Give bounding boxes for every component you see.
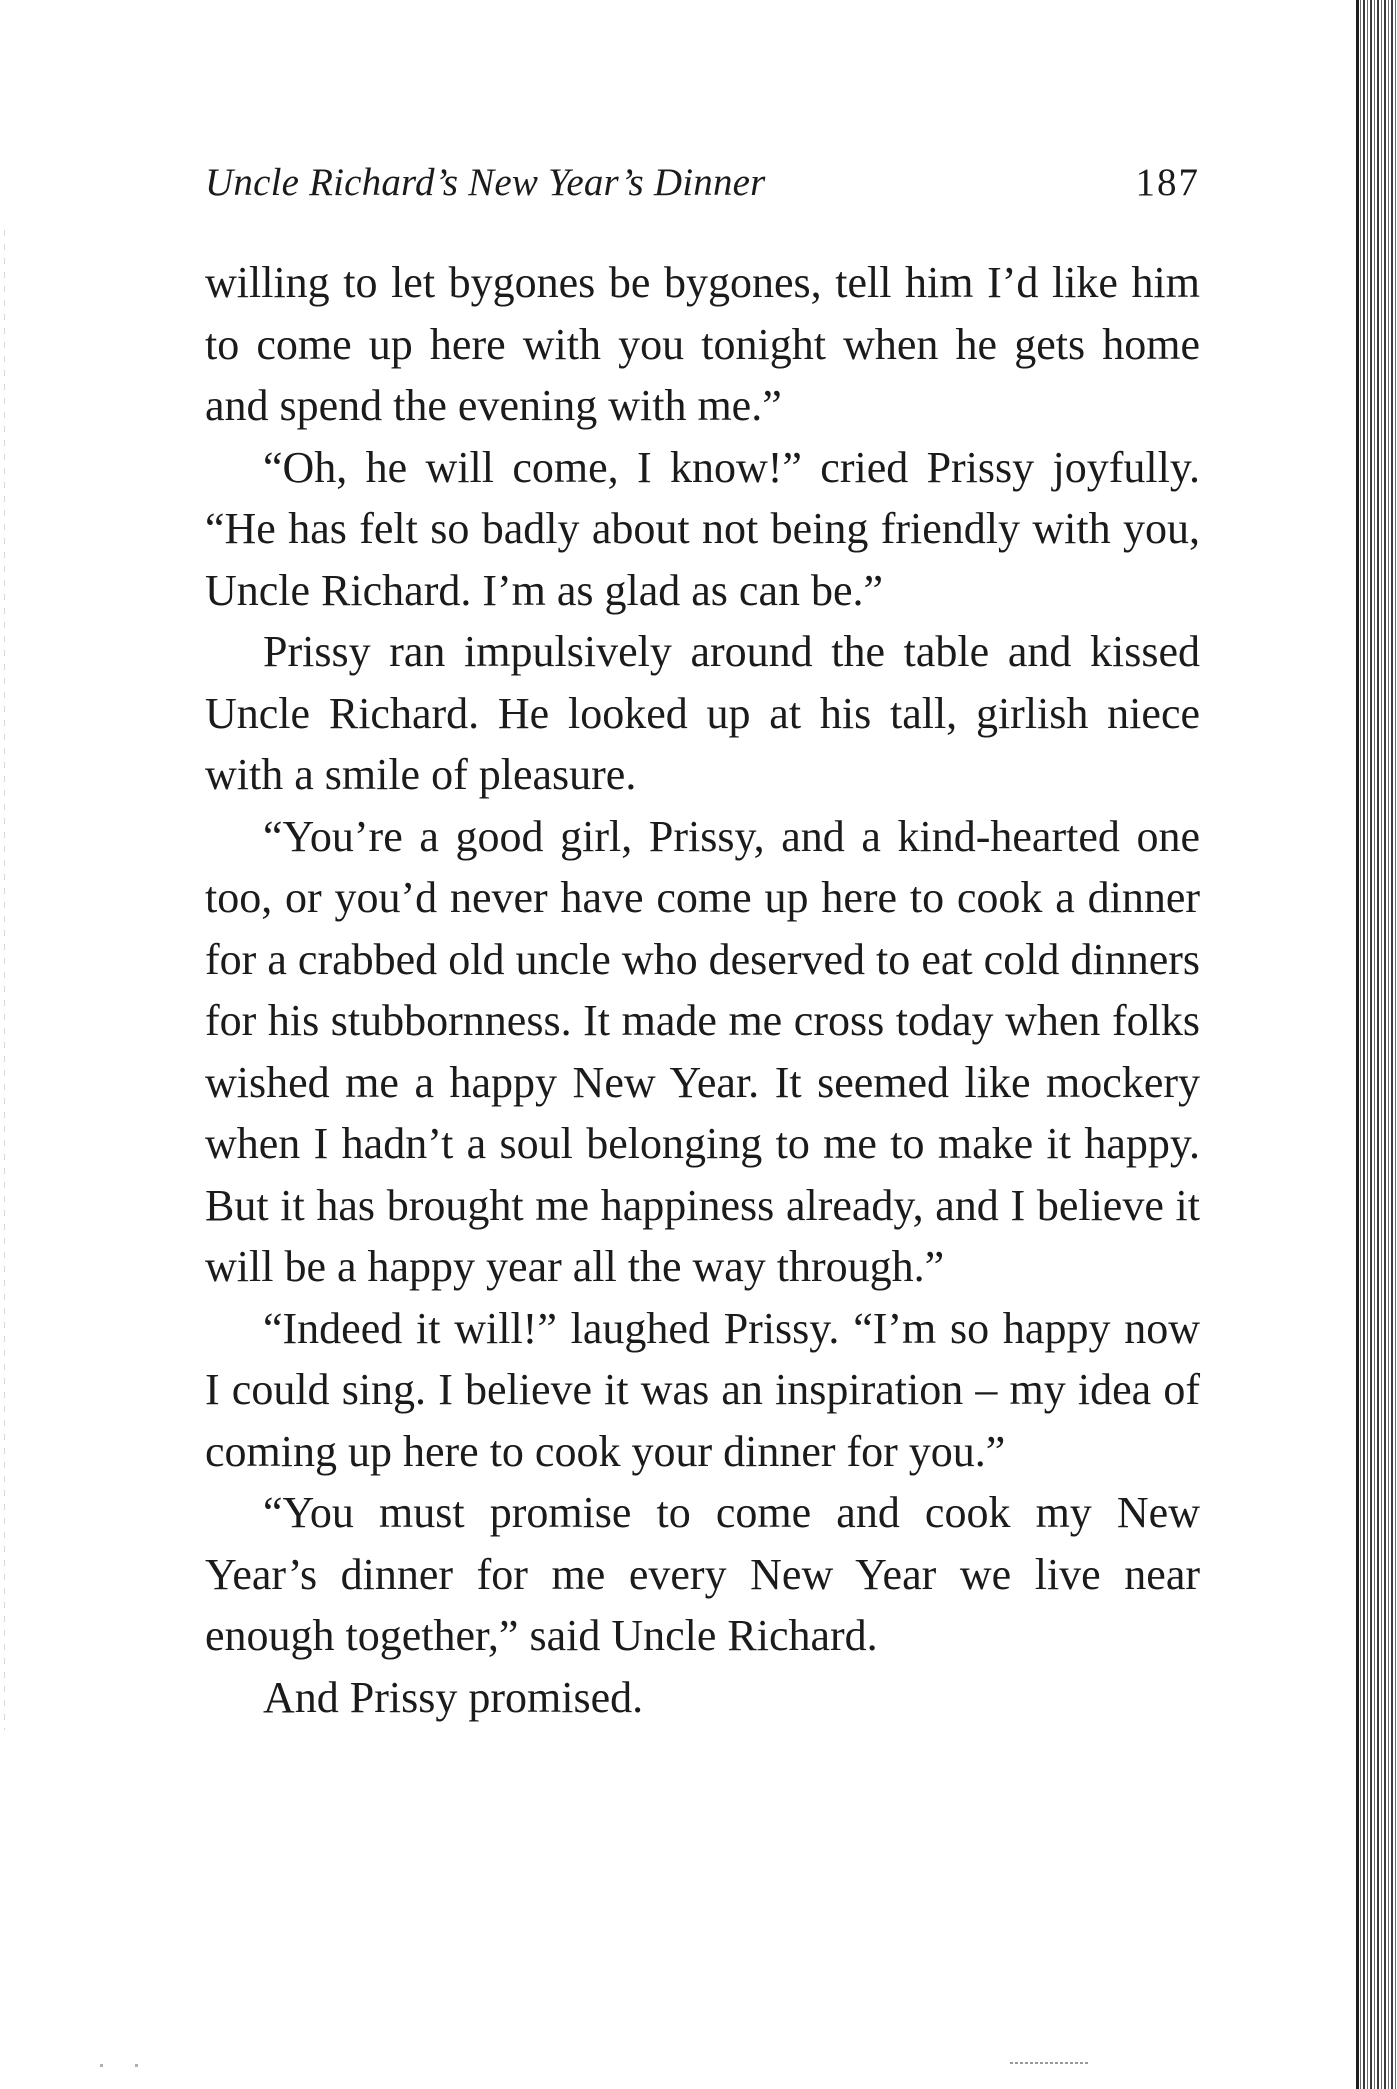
page-spine-line	[1356, 0, 1359, 2089]
scan-dust-dot	[100, 2064, 103, 2067]
scan-bottom-mark	[1010, 2062, 1090, 2064]
paragraph: “You must promise to come and cook my New Year’s dinner for me every New Year we live near enough together,” said Uncle Richard.	[205, 1488, 1200, 1660]
paragraph: “You’re a good girl, Prissy, and a kind-hearted one too, or you’d never have come up here to cook a dinner for a crabbed old uncle who deserved to eat cold dinners for his stubbornness. It made me cross today when folks wished me a happy New Year. It seemed like mockery when I hadn’t a soul belonging to me to make it happy. But it has brought me happiness already, and I believe it will be a happy year all the way through.”	[205, 811, 1200, 1291]
page-stack-edge	[1356, 0, 1397, 2089]
paragraph: “Oh, he will come, I know!” cried Prissy joyfully. “He has felt so badly about not being friendly with you, Uncle Richard. I’m as glad as can be.”	[205, 442, 1200, 615]
paragraph: willing to let bygones be bygones, tell him I’d like him to come up here with you tonight when he gets home and spend the evening with me.”	[205, 258, 1200, 430]
paragraph: And Prissy promised.	[263, 1672, 644, 1722]
running-head	[205, 160, 1200, 220]
body-text	[205, 252, 1200, 1728]
paragraph: Prissy ran impulsively around the table and kissed Uncle Richard. He looked up at his tall, girlish niece with a smile of pleasure.	[205, 627, 1200, 799]
scan-dust-dot	[135, 2064, 138, 2067]
running-head-title: Uncle Richard’s New Year’s Dinner	[205, 161, 766, 204]
scan-left-edge	[4, 230, 5, 1730]
paragraph: “Indeed it will!” laughed Prissy. “I’m so happy now I could sing. I believe it was an inspiration – my idea of coming up here to cook your dinner for you.”	[205, 1303, 1200, 1476]
page-number: 187	[1135, 161, 1200, 204]
